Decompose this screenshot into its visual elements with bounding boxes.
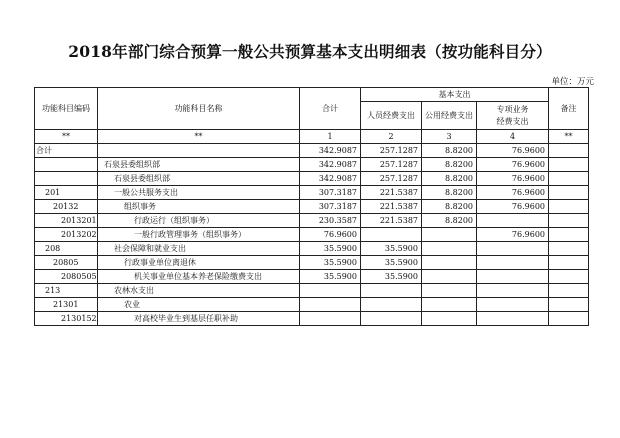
cell-code [35, 158, 98, 172]
table-row [35, 242, 589, 256]
cell-remark [549, 172, 589, 186]
cell-remark [549, 312, 589, 326]
cell-public: 8.8200 [422, 214, 477, 228]
cell-name: 社会保障和就业支出 [98, 242, 300, 256]
cell-remark [549, 144, 589, 158]
cell-personnel: 257.1287 [361, 144, 422, 158]
budget-table [34, 87, 589, 326]
cell-total: 342.9087 [300, 172, 361, 186]
table-row [35, 144, 589, 158]
cell-name: 行政事业单位离退休 [98, 256, 300, 270]
index-cell: 3 [422, 130, 477, 144]
cell-public: 8.8200 [422, 200, 477, 214]
cell-code [35, 172, 98, 186]
cell-personnel: 257.1287 [361, 172, 422, 186]
cell-personnel: 35.5900 [361, 256, 422, 270]
cell-total: 307.3187 [300, 186, 361, 200]
cell-code: 20132 [35, 200, 98, 214]
cell-remark [549, 186, 589, 200]
cell-code: 21301 [35, 298, 98, 312]
cell-personnel [361, 298, 422, 312]
cell-special [477, 214, 549, 228]
cell-remark [549, 214, 589, 228]
cell-personnel [361, 228, 422, 242]
cell-code: 201 [35, 186, 98, 200]
cell-total [300, 298, 361, 312]
table-row [35, 270, 589, 284]
cell-total: 35.5900 [300, 256, 361, 270]
cell-special [477, 256, 549, 270]
header-remark: 备注 [549, 88, 589, 130]
cell-total [300, 312, 361, 326]
header-code: 功能科目编码 [35, 88, 98, 130]
index-cell: ** [98, 130, 300, 144]
header-row-1 [35, 88, 589, 102]
cell-code: 合计 [35, 144, 98, 158]
header-public: 公用经费支出 [422, 102, 477, 130]
page-title: 2018年部门综合预算一般公共预算基本支出明细表（按功能科目分） [68, 42, 552, 61]
cell-remark [549, 256, 589, 270]
cell-remark [549, 158, 589, 172]
cell-special: 76.9600 [477, 144, 549, 158]
cell-personnel [361, 312, 422, 326]
cell-total [300, 284, 361, 298]
cell-public: 8.8200 [422, 172, 477, 186]
cell-special: 76.9600 [477, 172, 549, 186]
header-special [477, 102, 549, 130]
cell-public [422, 298, 477, 312]
cell-special [477, 284, 549, 298]
cell-special: 76.9600 [477, 186, 549, 200]
cell-code: 2013201 [35, 214, 98, 228]
cell-name: 一般行政管理事务（组织事务） [98, 228, 300, 242]
cell-public: 8.8200 [422, 186, 477, 200]
cell-name: 农业 [98, 298, 300, 312]
cell-name: 机关事业单位基本养老保险缴费支出 [98, 270, 300, 284]
index-cell: 2 [361, 130, 422, 144]
header-basic: 基本支出 [361, 88, 549, 102]
table-row [35, 312, 589, 326]
cell-remark [549, 200, 589, 214]
index-cell: ** [35, 130, 98, 144]
cell-personnel: 257.1287 [361, 158, 422, 172]
cell-code: 2130152 [35, 312, 98, 326]
header-name: 功能科目名称 [98, 88, 300, 130]
cell-special [477, 270, 549, 284]
index-cell: ** [549, 130, 589, 144]
cell-remark [549, 270, 589, 284]
index-cell: 1 [300, 130, 361, 144]
cell-special: 76.9600 [477, 228, 549, 242]
cell-public: 8.8200 [422, 144, 477, 158]
cell-personnel: 221.5387 [361, 200, 422, 214]
cell-code: 2080505 [35, 270, 98, 284]
cell-name: 石泉县委组织部 [98, 172, 300, 186]
table-row [35, 256, 589, 270]
cell-public [422, 284, 477, 298]
cell-special: 76.9600 [477, 200, 549, 214]
cell-name: 一般公共服务支出 [98, 186, 300, 200]
cell-personnel: 221.5387 [361, 214, 422, 228]
cell-code: 213 [35, 284, 98, 298]
cell-public [422, 312, 477, 326]
cell-remark [549, 228, 589, 242]
table-row [35, 172, 589, 186]
cell-special [477, 312, 549, 326]
table-row [35, 298, 589, 312]
cell-personnel [361, 284, 422, 298]
cell-personnel: 221.5387 [361, 186, 422, 200]
table-row [35, 186, 589, 200]
cell-special: 76.9600 [477, 158, 549, 172]
cell-total: 35.5900 [300, 270, 361, 284]
header-special-line2: 经费支出 [496, 116, 529, 126]
cell-total: 342.9087 [300, 158, 361, 172]
cell-name [98, 144, 300, 158]
cell-special [477, 242, 549, 256]
cell-public [422, 228, 477, 242]
cell-remark [549, 284, 589, 298]
cell-total: 76.9600 [300, 228, 361, 242]
unit-label: 单位：万元 [551, 77, 594, 87]
index-cell: 4 [477, 130, 549, 144]
cell-public [422, 270, 477, 284]
table-row [35, 284, 589, 298]
table-row [35, 158, 589, 172]
cell-name: 组织事务 [98, 200, 300, 214]
table-row [35, 200, 589, 214]
cell-total: 230.3587 [300, 214, 361, 228]
header-special-line1: 专项业务 [496, 104, 529, 114]
cell-total: 342.9087 [300, 144, 361, 158]
cell-personnel: 35.5900 [361, 270, 422, 284]
table-row [35, 228, 589, 242]
cell-code: 20805 [35, 256, 98, 270]
cell-code: 2013202 [35, 228, 98, 242]
cell-name: 石泉县委组织部 [98, 158, 300, 172]
cell-name: 农林水支出 [98, 284, 300, 298]
cell-public [422, 256, 477, 270]
cell-total: 307.3187 [300, 200, 361, 214]
cell-public [422, 242, 477, 256]
header-total: 合计 [300, 88, 361, 130]
header-personnel: 人员经费支出 [361, 102, 422, 130]
cell-total: 35.5900 [300, 242, 361, 256]
cell-remark [549, 242, 589, 256]
cell-name: 行政运行（组织事务） [98, 214, 300, 228]
cell-name: 对高校毕业生到基层任职补助 [98, 312, 300, 326]
cell-special [477, 298, 549, 312]
cell-public: 8.8200 [422, 158, 477, 172]
cell-personnel: 35.5900 [361, 242, 422, 256]
cell-code: 208 [35, 242, 98, 256]
index-row [35, 130, 589, 144]
cell-remark [549, 298, 589, 312]
table-row [35, 214, 589, 228]
